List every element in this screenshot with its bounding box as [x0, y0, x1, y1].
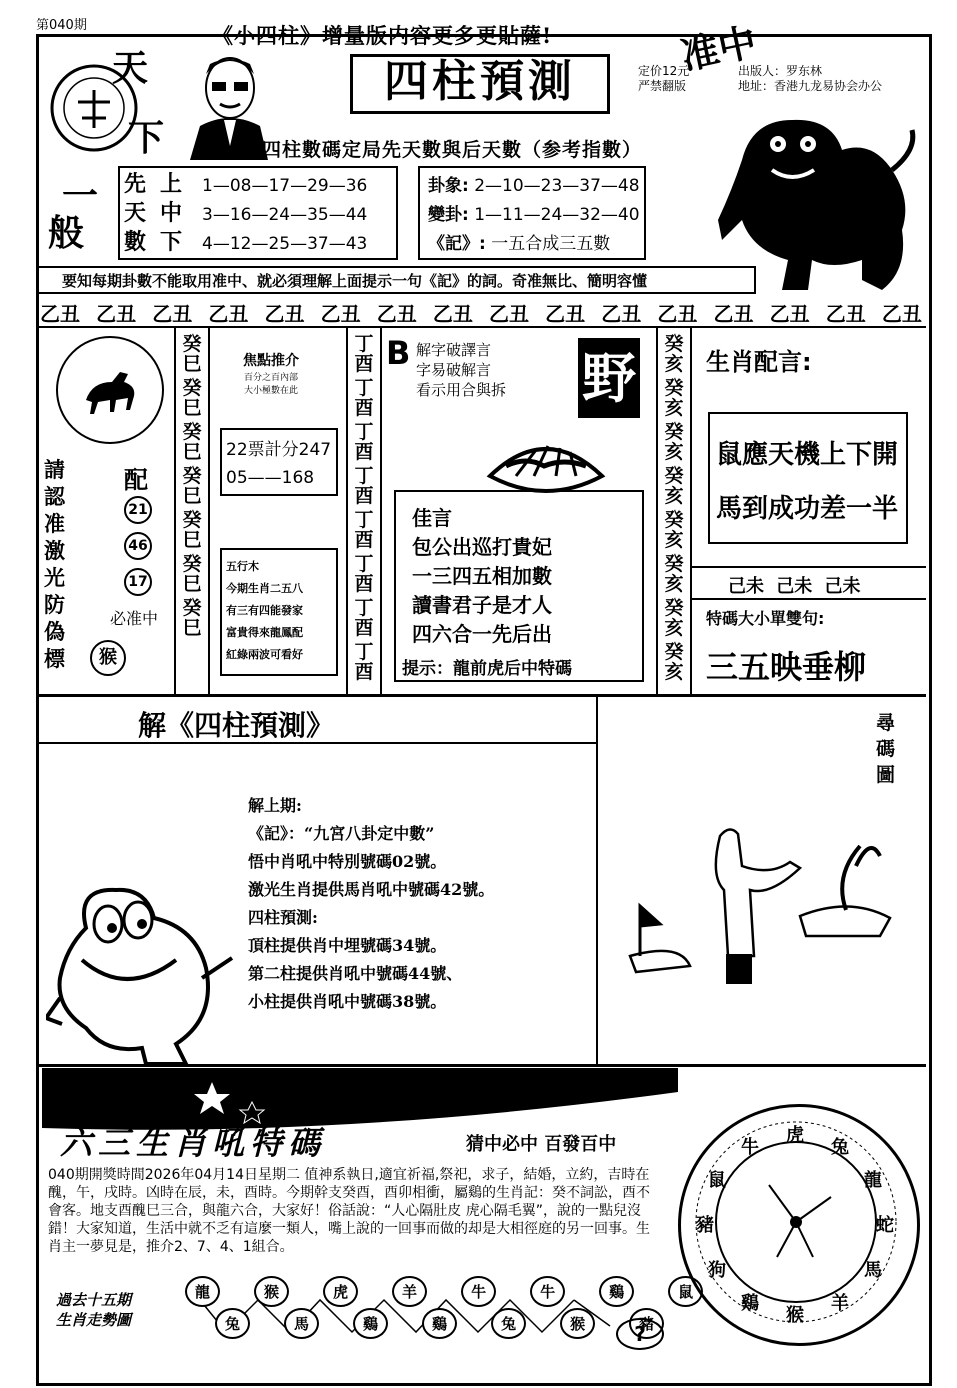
wuxing-line-1: 今期生肖二五八	[226, 582, 303, 595]
main-title: 四柱預測	[350, 54, 610, 114]
trend-top-item: 鼠	[668, 1276, 703, 1307]
question-badge: ?	[616, 1318, 664, 1350]
divider-h-jiwei-top	[690, 566, 926, 568]
shengxiao-text	[716, 428, 898, 536]
divider-v-jie	[596, 694, 598, 1064]
jie-line-1: 解上期:	[248, 796, 302, 815]
guisi-cell: 癸 巳	[182, 465, 202, 507]
score-text	[226, 436, 331, 492]
decode-letter: B	[386, 334, 411, 372]
horse-emblem	[56, 336, 164, 444]
gan-cell: 乙丑	[208, 302, 249, 326]
guihai-cell: 癸 亥	[664, 553, 684, 595]
shengxiao-line-1: 鼠應天機上下開	[716, 440, 899, 470]
past-trend-label-1: 過去十五期	[56, 1291, 132, 1309]
promo-banner: 《小四柱》增量版内容更多更貼薩!	[212, 23, 553, 48]
trend-top-item: 牛	[461, 1276, 496, 1307]
guihai-cell: 癸 亥	[664, 333, 684, 375]
guisi-column	[176, 334, 208, 642]
portrait-image	[190, 50, 268, 160]
guaxiang-value: 2—10—23—37—48	[474, 176, 640, 196]
gan-cell: 乙丑	[657, 302, 698, 326]
gan-cell: 乙丑	[96, 302, 137, 326]
gan-row	[40, 298, 922, 327]
guihai-cell: 癸 亥	[664, 421, 684, 463]
label-shu: 數	[124, 230, 161, 255]
zodiac-wheel-char: 羊	[831, 1292, 849, 1314]
divider-v2	[208, 326, 210, 694]
gan-cell: 乙丑	[601, 302, 642, 326]
xiantian-row-3: 4—12—25—37—43	[202, 234, 368, 254]
jiayan-line-2: 一三四五相加數	[412, 564, 552, 588]
decode-line-2: 字易破解言	[416, 361, 492, 379]
jiayan-hint: 提示：龍前虎后中特碼	[402, 659, 572, 679]
zodiac-wheel	[678, 1104, 920, 1346]
divider-v4	[380, 326, 382, 694]
guisi-cell: 癸 巳	[182, 509, 202, 551]
gan-cell: 乙丑	[769, 302, 810, 326]
dingyou-cell: 丁 酉	[354, 553, 374, 595]
past-trend-label	[56, 1290, 131, 1330]
trend-top-item: 龍	[185, 1276, 220, 1307]
jie-line-3: 悟中肖吼中特別號碼02號。	[248, 852, 447, 871]
focus-box	[236, 350, 306, 396]
issue-number: 第040期	[36, 18, 87, 33]
xiantian-values	[202, 174, 367, 256]
jie-line-5: 四柱預測:	[248, 908, 318, 927]
label-xia: 下	[160, 230, 197, 255]
pei-number-3: 17	[124, 568, 152, 596]
guihai-column	[658, 334, 690, 686]
focus-sub1: 百分之百內部	[243, 373, 298, 383]
biangua-value: 1—11—24—32—40	[474, 205, 640, 225]
divider-2	[36, 694, 926, 697]
tema-text: 三五映垂柳	[706, 648, 867, 686]
zodiac-wheel-char: 兔	[831, 1137, 849, 1159]
dingyou-cell: 丁 酉	[354, 641, 374, 683]
ji-value: 一五合成三五數	[491, 234, 611, 254]
zodiac-wheel-char: 蛇	[876, 1215, 894, 1236]
publisher-label: 出版人：罗东林	[738, 64, 823, 78]
shengxiao-line-2: 馬到成功差一半	[716, 494, 899, 524]
zodiac-wheel-char: 猴	[786, 1305, 804, 1326]
guihai-cell: 癸 亥	[664, 641, 684, 683]
jiayan-text	[412, 504, 552, 649]
price-label: 定价12元	[638, 64, 690, 78]
bizhun-label: 必准中	[110, 609, 159, 628]
guihai-cell: 癸 亥	[664, 377, 684, 419]
decode-line-1: 解字破譯言	[416, 341, 492, 359]
lottery-paragraph: 040期開獎時間2026年04月14日星期二 值神系執日,適宜祈福,祭祀，求子，結婚，立約，吉時在醜，午，戌時。凶時在辰，未，酉時。今期幹支癸酉，酉卯相衝，屬鷄的生肖記：癸不詞訟，酉不會客。地支酉醜巳三合，與龍六合，大家好！俗話說：“人心隔肚皮 虎心隔毛翼”，說的一點兒沒錯！大家知道，生活中就不乏有這麼一類人，嘴上說的一回事而做的却是大相徑庭的另一回事。生肖主一夢見是，推介2、7、4、1組合。	[48, 1167, 650, 1255]
dingyou-cell: 丁 酉	[354, 509, 374, 551]
trend-bottom-item: 馬	[284, 1308, 319, 1339]
xunma-vertical	[876, 710, 895, 788]
decode-line-3: 看示用合與拆	[416, 381, 507, 399]
guaxiang-label: 卦象:	[428, 176, 469, 196]
jie-line-2: 《記》：“九宮八卦定中數”	[248, 824, 435, 843]
xunma-char-2: 碼	[876, 738, 896, 760]
dingyou-cell: 丁 酉	[354, 465, 374, 507]
label-zhong: 中	[160, 201, 197, 226]
label-xian: 先	[124, 172, 161, 197]
shengxiao-title: 生肖配言:	[706, 348, 812, 376]
divider-h-jiwei-bottom	[690, 598, 926, 600]
dingyou-cell: 丁 酉	[354, 333, 374, 375]
guihai-cell: 癸 亥	[664, 597, 684, 639]
zodiac-wheel-char: 虎	[786, 1125, 804, 1146]
zodiac-wheel-char: 馬	[863, 1260, 882, 1281]
scholar-scene-image	[620, 806, 900, 986]
dingyou-cell: 丁 酉	[354, 597, 374, 639]
dingyou-column	[348, 334, 380, 686]
score-line-1: 22票計分247	[226, 440, 332, 460]
gan-cell: 乙丑	[40, 302, 80, 326]
jie-line-4: 激光生肖提供馬肖吼中號碼42號。	[248, 880, 495, 899]
side-char-3: 一	[62, 175, 99, 217]
trend-bottom-item: 猴	[560, 1308, 595, 1339]
xiantian-labels	[124, 170, 196, 257]
banner-slogan: 猜中必中 百發百中	[466, 1134, 617, 1155]
guisi-cell: 癸 巳	[182, 553, 202, 595]
divider-1	[36, 326, 926, 328]
gan-cell: 乙丑	[264, 302, 305, 326]
guihai-cell: 癸 亥	[664, 465, 684, 507]
trend-bottom-item: 兔	[491, 1308, 526, 1339]
label-tian: 天	[124, 201, 161, 226]
trend-bottom-item: 鷄	[422, 1308, 457, 1339]
jiayan-line-1: 包公出巡打貴妃	[412, 535, 552, 559]
zodiac-wheel-char: 豬	[696, 1215, 714, 1236]
divider-jie	[36, 742, 596, 744]
jie-line-7: 第二柱提供肖吼中號碼44號、	[248, 964, 463, 983]
jiwei-text: 己未 己未 己未	[728, 576, 861, 597]
jiayan-line-3: 讀書君子是才人	[412, 593, 552, 617]
trend-bottom-row	[212, 1308, 667, 1339]
jiayan-title: 佳言	[412, 506, 452, 530]
trend-bottom-item: 豬	[629, 1308, 664, 1339]
zodiac-wheel-char: 鷄	[741, 1292, 759, 1314]
trend-bottom-item: 兔	[215, 1308, 250, 1339]
pei-label: 配	[124, 466, 148, 494]
past-trend-label-2: 生肖走勢圖	[56, 1311, 132, 1329]
wuxing-line-4: 紅綠兩波可看好	[226, 648, 303, 661]
guisi-cell: 癸 巳	[182, 421, 202, 463]
guaxiang-values	[428, 174, 640, 256]
focus-sub2: 大小極數在此	[243, 386, 298, 396]
zodiac-wheel-char: 龍	[863, 1170, 882, 1191]
xiantian-row-2: 3—16—24—35—44	[202, 205, 368, 225]
banner-title: 六三生肖吼特碼	[60, 1124, 327, 1162]
xiantian-row-1: 1—08—17—29—36	[202, 176, 368, 196]
trend-top-item: 牛	[530, 1276, 565, 1307]
gan-cell: 乙丑	[152, 302, 193, 326]
trend-top-item: 猴	[254, 1276, 289, 1307]
wuxing-title: 五行木	[226, 560, 259, 573]
pei-number-1: 21	[124, 496, 152, 524]
trend-top-item: 羊	[392, 1276, 427, 1307]
guihai-cell: 癸 亥	[664, 509, 684, 551]
jie-text	[248, 792, 494, 1016]
tema-label: 特碼大小單雙句:	[706, 609, 825, 628]
side-char-1: 天	[112, 47, 149, 89]
wuxing-text	[226, 556, 303, 666]
address-label: 地址：香港九龙易协会办公	[738, 79, 883, 93]
jiayan-line-4: 四六合一先后出	[412, 622, 552, 646]
decode-text	[416, 340, 506, 400]
cartoon-character-image	[46, 868, 236, 1064]
monkey-badge: 猴	[90, 640, 126, 676]
zodiac-wheel-char: 狗	[708, 1260, 727, 1281]
trend-top-item: 鷄	[599, 1276, 634, 1307]
score-line-2: 05——168	[226, 468, 315, 488]
gan-cell: 乙丑	[489, 302, 529, 326]
trend-top-item: 虎	[323, 1276, 358, 1307]
gan-cell: 乙丑	[320, 302, 361, 326]
guisi-cell: 癸 巳	[182, 597, 202, 639]
anti-fake-text: 請認准激光防偽標	[44, 457, 65, 671]
guisi-cell: 癸 巳	[182, 333, 202, 375]
trend-top-row	[182, 1276, 706, 1307]
jie-line-8: 小柱提供肖吼中號碼38號。	[248, 992, 447, 1011]
gan-cell: 乙丑	[545, 302, 586, 326]
biangua-label: 變卦:	[428, 205, 469, 225]
no-copy-label: 严禁翻版	[638, 79, 687, 93]
jie-line-6: 頂柱提供肖中埋號碼34號。	[248, 936, 447, 955]
zodiac-wheel-char: 牛	[741, 1137, 759, 1159]
xunma-char-3: 圖	[876, 764, 896, 786]
side-char-4: 般	[48, 212, 85, 254]
seal-stamp	[48, 62, 140, 154]
ji-label: 《記》:	[428, 234, 486, 254]
trend-bottom-item: 鷄	[353, 1308, 388, 1339]
divider-v6	[690, 326, 692, 694]
notice-text: 要知每期卦數不能取用准中、就必須理解上面提示一句《記》的詞。奇准無比、簡明容懂	[62, 272, 648, 290]
pei-numbers	[124, 496, 152, 596]
gan-cell: 乙丑	[881, 302, 922, 326]
guisi-cell: 癸 巳	[182, 377, 202, 419]
wuxing-line-2: 有三有四能發家	[226, 604, 303, 617]
gan-cell: 乙丑	[376, 302, 417, 326]
focus-title: 焦點推介	[243, 353, 299, 369]
ye-block: 野	[578, 338, 640, 418]
xunma-char-1: 尋	[876, 712, 896, 734]
jie-title: 解《四柱預測》	[138, 709, 335, 742]
gan-cell: 乙丑	[713, 302, 754, 326]
pei-number-2: 46	[124, 532, 152, 560]
dingyou-cell: 丁 酉	[354, 377, 374, 419]
zodiac-wheel-char: 鼠	[708, 1170, 727, 1191]
divider-3	[36, 1064, 926, 1067]
side-char-2: 下	[128, 117, 165, 159]
gan-cell: 乙丑	[432, 302, 473, 326]
zhunzhong-stamp: 准中	[676, 19, 761, 79]
dingyou-cell: 丁 酉	[354, 421, 374, 463]
label-shang: 上	[160, 172, 197, 197]
subtitle: 四柱數碼定局先天數與后天數（参考指數）	[262, 139, 643, 161]
gan-cell: 乙丑	[825, 302, 866, 326]
wuxing-line-3: 富貴得來龍鳳配	[226, 626, 303, 639]
